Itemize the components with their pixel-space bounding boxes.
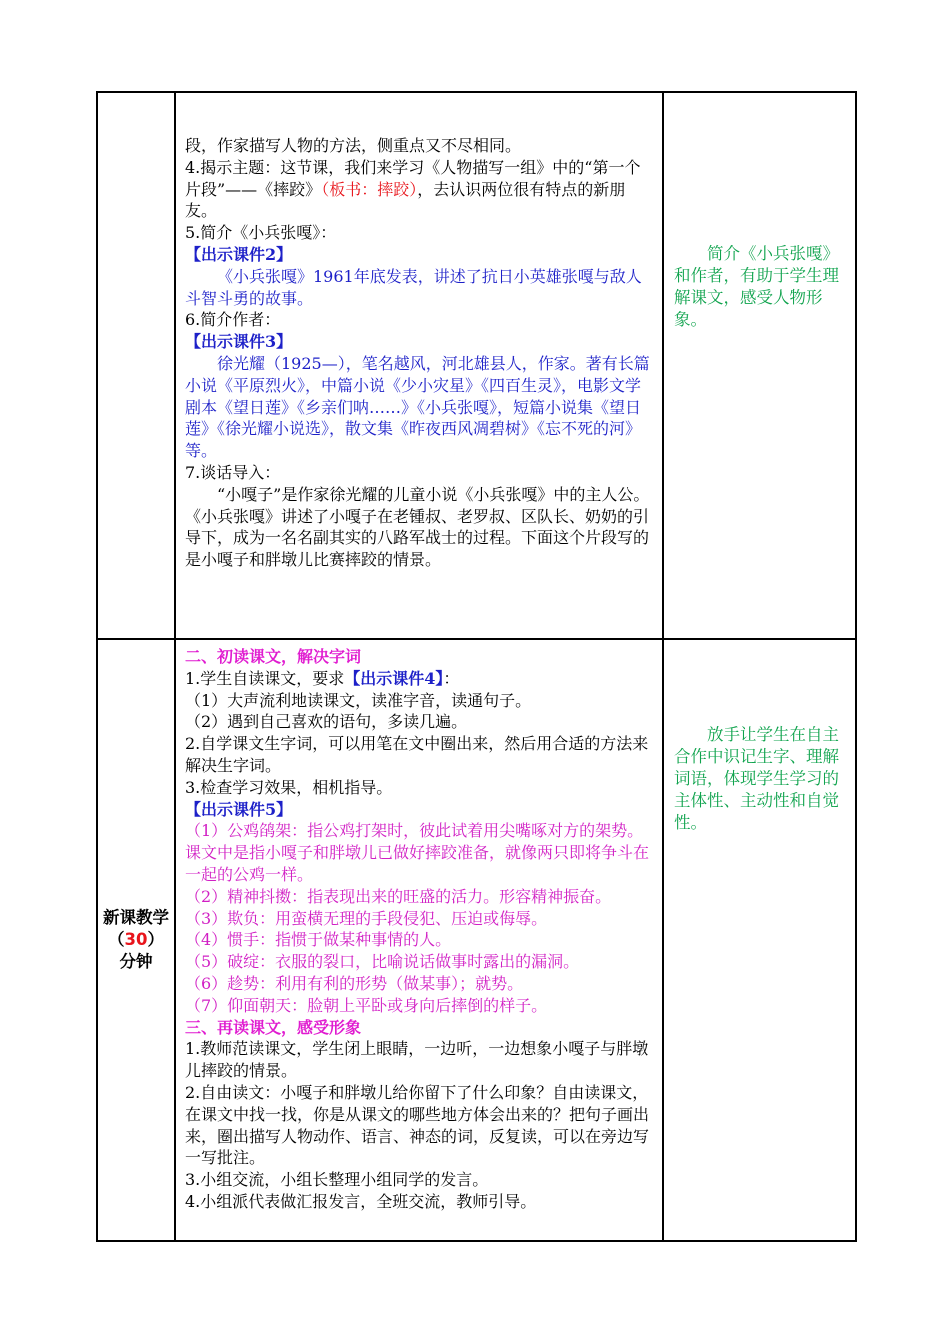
text-line: 7.谈话导入： bbox=[185, 462, 281, 482]
word-explanation: （5）破绽：衣服的裂口，比喻说话做事时露出的漏洞。 bbox=[185, 952, 580, 972]
courseware-tag: 【出示课件5】 bbox=[185, 799, 293, 819]
stage-minutes: 30 bbox=[124, 930, 148, 949]
word-explanation: （3）欺负：用蛮横无理的手段侵犯、压迫或侮辱。 bbox=[185, 908, 548, 928]
design-note-cell bbox=[663, 639, 856, 1241]
author-intro: 徐光耀（1925—），笔名越风，河北雄县人，作家。著有长篇小说《平原烈火》，中篇小说《少小灾星》《四百生灵》，电影文学剧本《望日莲》《乡亲们呐……》《小兵张嘎》，短篇小说集《望日莲》《徐光耀小说选》，散文集《昨夜西风凋碧树》《忘不死的河》等。 bbox=[185, 353, 650, 461]
text-line: 1.教师范读课文，学生闭上眼睛，一边听，一边想象小嘎子与胖墩儿摔跤的情景。 bbox=[185, 1039, 649, 1081]
design-note: 放手让学生在自主合作中识记生字、理解词语，体现学生学习的主体性、主动性和自觉性。 bbox=[674, 725, 839, 832]
word-explanation: （2）精神抖擞：指表现出来的旺盛的活力。形容精神振奋。 bbox=[185, 886, 612, 906]
text-line: 4.小组派代表做汇报发言，全班交流，教师引导。 bbox=[185, 1191, 537, 1211]
stage-label-cell bbox=[97, 92, 175, 639]
text-line: 3.小组交流，小组长整理小组同学的发言。 bbox=[185, 1170, 489, 1190]
table-row bbox=[97, 639, 856, 1241]
content-cell bbox=[175, 639, 663, 1241]
word-explanation: （7）仰面朝天：脸朝上平卧或身向后摔倒的样子。 bbox=[185, 995, 548, 1015]
table-row bbox=[97, 92, 856, 639]
text-line: （2）遇到自己喜欢的语句，多读几遍。 bbox=[185, 712, 468, 732]
section-heading: 二、初读课文，解决字词 bbox=[185, 647, 362, 666]
design-note-cell bbox=[663, 92, 856, 639]
text-line: 6.简介作者： bbox=[185, 310, 281, 330]
text-line: 段，作家描写人物的方法，侧重点又不尽相同。 bbox=[185, 136, 522, 155]
section-heading: 三、再读课文，感受形象 bbox=[185, 1017, 362, 1037]
courseware-tag: 【出示课件2】 bbox=[185, 244, 293, 264]
word-explanation: （4）惯手：指惯于做某种事情的人。 bbox=[185, 930, 452, 950]
board-note: （板书：摔跤） bbox=[321, 179, 418, 199]
stage-label-cell: 新课教学（30）分钟 bbox=[97, 639, 175, 1241]
word-explanation: （6）趁势：利用有利的形势（做某事）；就势。 bbox=[185, 973, 524, 993]
stage-label: 新课教学（ bbox=[103, 908, 169, 949]
text-line: 2.自学课文生字词，可以用笔在文中圈出来，然后用合适的方法来解决生字词。 bbox=[185, 734, 649, 775]
content-cell bbox=[175, 92, 663, 639]
text-line: 5.简介《小兵张嘎》： bbox=[185, 223, 337, 243]
courseware-tag: 【出示课件4】 bbox=[344, 668, 444, 688]
text-line: 3.检查学习效果，相机指导。 bbox=[185, 777, 393, 797]
courseware-tag: 【出示课件3】 bbox=[185, 332, 293, 352]
text-line: 4.揭示主题：这节课，我们来学习《人物描写一组》中的“第一个片段”——《摔跤》（板书：摔跤），去认识两位很有特点的新朋友。 bbox=[185, 157, 641, 221]
text-line: 1.学生自读课文，要求【出示课件4】： bbox=[185, 668, 460, 688]
text-line: 2.自由读文：小嘎子和胖墩儿给你留下了什么印象？自由读课文，在课文中找一找，你是从课文的哪些地方体会出来的？把句子画出来，圈出描写人物动作、语言、神态的词，反复读，可以在旁边写一写批注。 bbox=[185, 1082, 650, 1168]
lesson-plan-table bbox=[96, 91, 857, 1242]
text-line: （1）大声流利地读课文，读准字音，读通句子。 bbox=[185, 690, 532, 710]
word-explanation: （1）公鸡鹐架：指公鸡打架时，彼此试着用尖嘴啄对方的架势。课文中是指小嘎子和胖墩儿已做好摔跤准备，就像两只即将争斗在一起的公鸡一样。 bbox=[185, 821, 650, 884]
design-note: 简介《小兵张嘎》和作者，有助于学生理解课文，感受人物形象。 bbox=[674, 244, 839, 329]
book-intro: 《小兵张嘎》1961年底发表，讲述了抗日小英雄张嘎与敌人斗智斗勇的故事。 bbox=[185, 266, 642, 308]
intro-paragraph: “小嘎子”是作家徐光耀的儿童小说《小兵张嘎》中的主人公。《小兵张嘎》讲述了小嘎子在老锺叔、老罗叔、区队长、奶奶的引导下，成为一名名副其实的八路军战士的过程。下面这个片段写的是小嘎子和胖墩儿比赛摔跤的情景。 bbox=[185, 484, 650, 570]
